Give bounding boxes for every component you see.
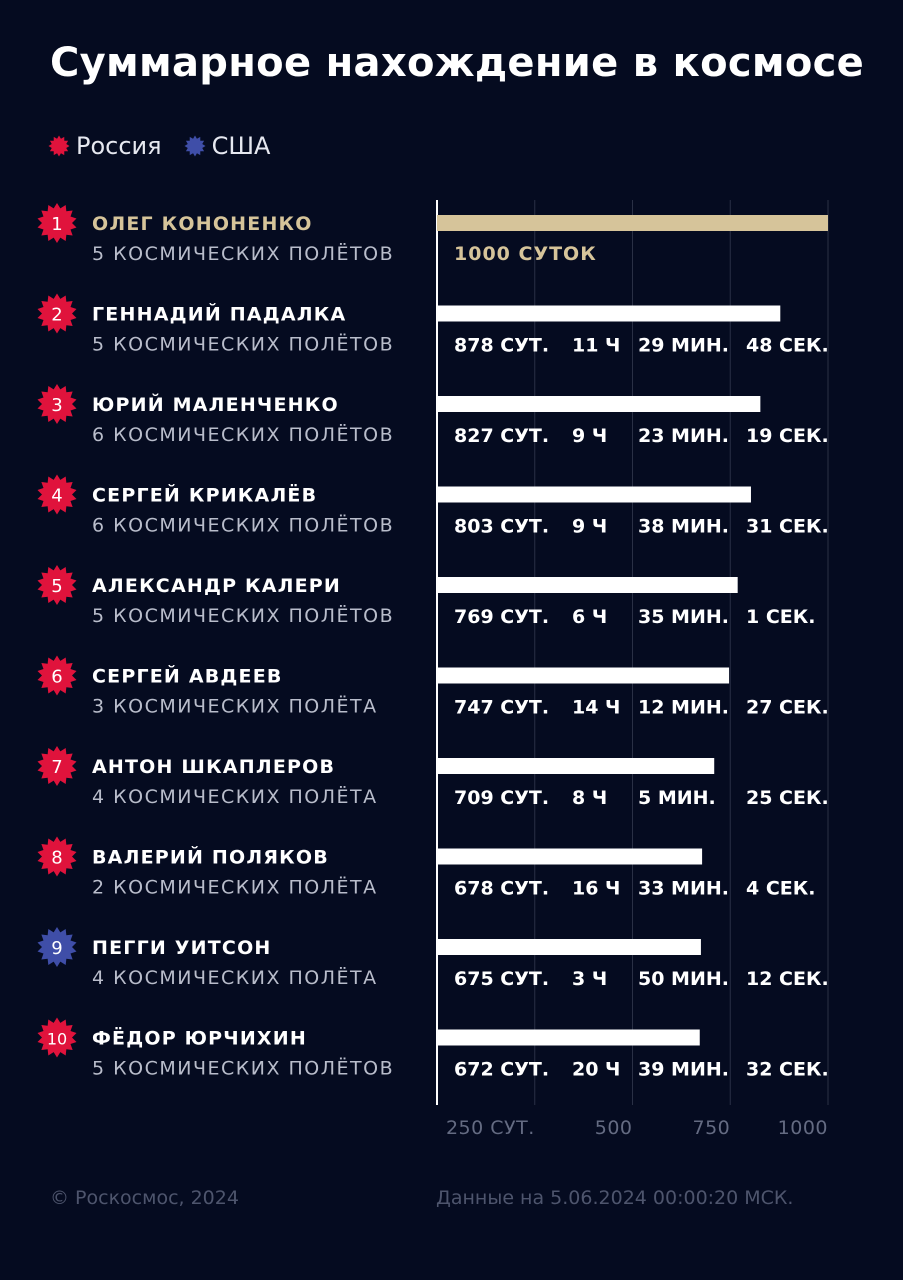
legend-label-russia: Россия	[76, 132, 162, 160]
duration-part: 8 Ч	[572, 787, 608, 809]
astronaut-name: ГЕННАДИЙ ПАДАЛКА	[92, 303, 347, 326]
duration-part: 9 Ч	[572, 425, 608, 447]
duration-part: 14 Ч	[572, 696, 621, 719]
x-tick-label: 250 СУТ.	[445, 1117, 535, 1139]
duration-part: 27 СЕК.	[746, 696, 829, 719]
bar	[437, 215, 828, 231]
duration-part: 35 МИН.	[638, 606, 729, 628]
duration-part: 803 СУТ.	[454, 515, 550, 538]
duration-part: 1 СЕК.	[746, 606, 816, 628]
astronaut-name: АНТОН ШКАПЛЕРОВ	[92, 756, 336, 778]
bar	[437, 1030, 700, 1046]
flights-count: 5 КОСМИЧЕСКИХ ПОЛЁТОВ	[92, 605, 395, 627]
astronaut-name: СЕРГЕЙ КРИКАЛЁВ	[92, 484, 318, 507]
duration-part: 25 СЕК.	[746, 787, 829, 809]
bar	[437, 668, 729, 684]
flights-count: 6 КОСМИЧЕСКИХ ПОЛЁТОВ	[92, 424, 395, 446]
bar	[437, 849, 702, 865]
duration-part: 48 СЕК.	[746, 334, 829, 357]
duration-part: 33 МИН.	[638, 877, 729, 900]
duration-part: 19 СЕК.	[746, 425, 829, 447]
duration-part: 9 Ч	[572, 515, 608, 538]
duration-part: 4 СЕК.	[746, 877, 816, 900]
bar	[437, 396, 760, 412]
flights-count: 3 КОСМИЧЕСКИХ ПОЛЁТА	[92, 695, 378, 718]
duration-part: 50 МИН.	[638, 968, 729, 990]
flights-count: 5 КОСМИЧЕСКИХ ПОЛЁТОВ	[92, 333, 395, 356]
bar	[437, 758, 714, 774]
rank-number: 5	[51, 576, 63, 597]
duration-part: 747 СУТ.	[454, 696, 550, 719]
rank-number: 4	[51, 485, 63, 507]
copyright: © Роскосмос, 2024	[50, 1187, 239, 1209]
duration-part: 3 Ч	[572, 968, 608, 990]
flights-count: 2 КОСМИЧЕСКИХ ПОЛЁТА	[92, 876, 378, 899]
duration-part: 769 СУТ.	[454, 606, 550, 628]
bar	[437, 939, 701, 955]
duration-part: 29 МИН.	[638, 334, 729, 357]
duration-part: 12 МИН.	[638, 696, 729, 719]
bar	[437, 487, 751, 503]
rank-number: 1	[51, 214, 63, 235]
flights-count: 6 КОСМИЧЕСКИХ ПОЛЁТОВ	[92, 514, 395, 537]
flights-count: 5 КОСМИЧЕСКИХ ПОЛЁТОВ	[92, 243, 395, 265]
duration-part: 16 Ч	[572, 877, 621, 900]
duration-part: 12 СЕК.	[746, 968, 829, 990]
astronaut-name: АЛЕКСАНДР КАЛЕРИ	[92, 575, 342, 597]
x-tick-label: 750	[692, 1117, 731, 1139]
flights-count: 4 КОСМИЧЕСКИХ ПОЛЁТА	[92, 786, 378, 808]
page-title: Суммарное нахождение в космосе	[50, 40, 865, 86]
astronaut-name: ОЛЕГ КОНОНЕНКО	[92, 213, 313, 235]
bar	[437, 577, 738, 593]
flights-count: 4 КОСМИЧЕСКИХ ПОЛЁТА	[92, 967, 378, 989]
astronaut-name: ПЕГГИ УИТСОН	[92, 937, 272, 959]
legend-label-usa: США	[211, 132, 271, 160]
astronaut-name: ЮРИЙ МАЛЕНЧЕНКО	[92, 394, 339, 416]
astronaut-name: СЕРГЕЙ АВДЕЕВ	[92, 665, 283, 688]
duration-part: 675 СУТ.	[454, 968, 550, 990]
x-tick-label: 500	[594, 1117, 633, 1139]
duration-part: 32 СЕК.	[746, 1058, 829, 1081]
rank-number: 10	[46, 1029, 68, 1049]
x-tick-label: 1000	[777, 1117, 828, 1139]
duration-part: 678 СУТ.	[454, 877, 550, 900]
duration-part: 38 МИН.	[638, 515, 729, 538]
duration-part: 878 СУТ.	[454, 334, 550, 357]
duration-part: 827 СУТ.	[454, 425, 550, 447]
bar	[437, 306, 780, 322]
rank-number: 7	[51, 757, 63, 778]
rank-number: 2	[51, 304, 63, 326]
duration-part: 6 Ч	[572, 606, 608, 628]
flights-count: 5 КОСМИЧЕСКИХ ПОЛЁТОВ	[92, 1057, 395, 1080]
duration-part: 709 СУТ.	[454, 787, 550, 809]
rank-number: 9	[51, 938, 63, 959]
duration-part: 31 СЕК.	[746, 515, 829, 538]
duration-part: 672 СУТ.	[454, 1058, 550, 1081]
duration-part: 5 МИН.	[638, 787, 716, 809]
value-label: 1000 СУТОК	[454, 243, 597, 265]
rank-number: 8	[51, 847, 63, 869]
rank-number: 3	[51, 395, 63, 416]
astronaut-name: ФЁДОР ЮРЧИХИН	[92, 1027, 307, 1050]
data-timestamp: Данные на 5.06.2024 00:00:20 МСК.	[436, 1187, 794, 1209]
duration-part: 39 МИН.	[638, 1058, 729, 1081]
astronaut-name: ВАЛЕРИЙ ПОЛЯКОВ	[92, 846, 329, 869]
duration-part: 11 Ч	[572, 334, 621, 357]
duration-part: 23 МИН.	[638, 425, 729, 447]
duration-part: 20 Ч	[572, 1058, 621, 1081]
rank-number: 6	[51, 666, 63, 688]
